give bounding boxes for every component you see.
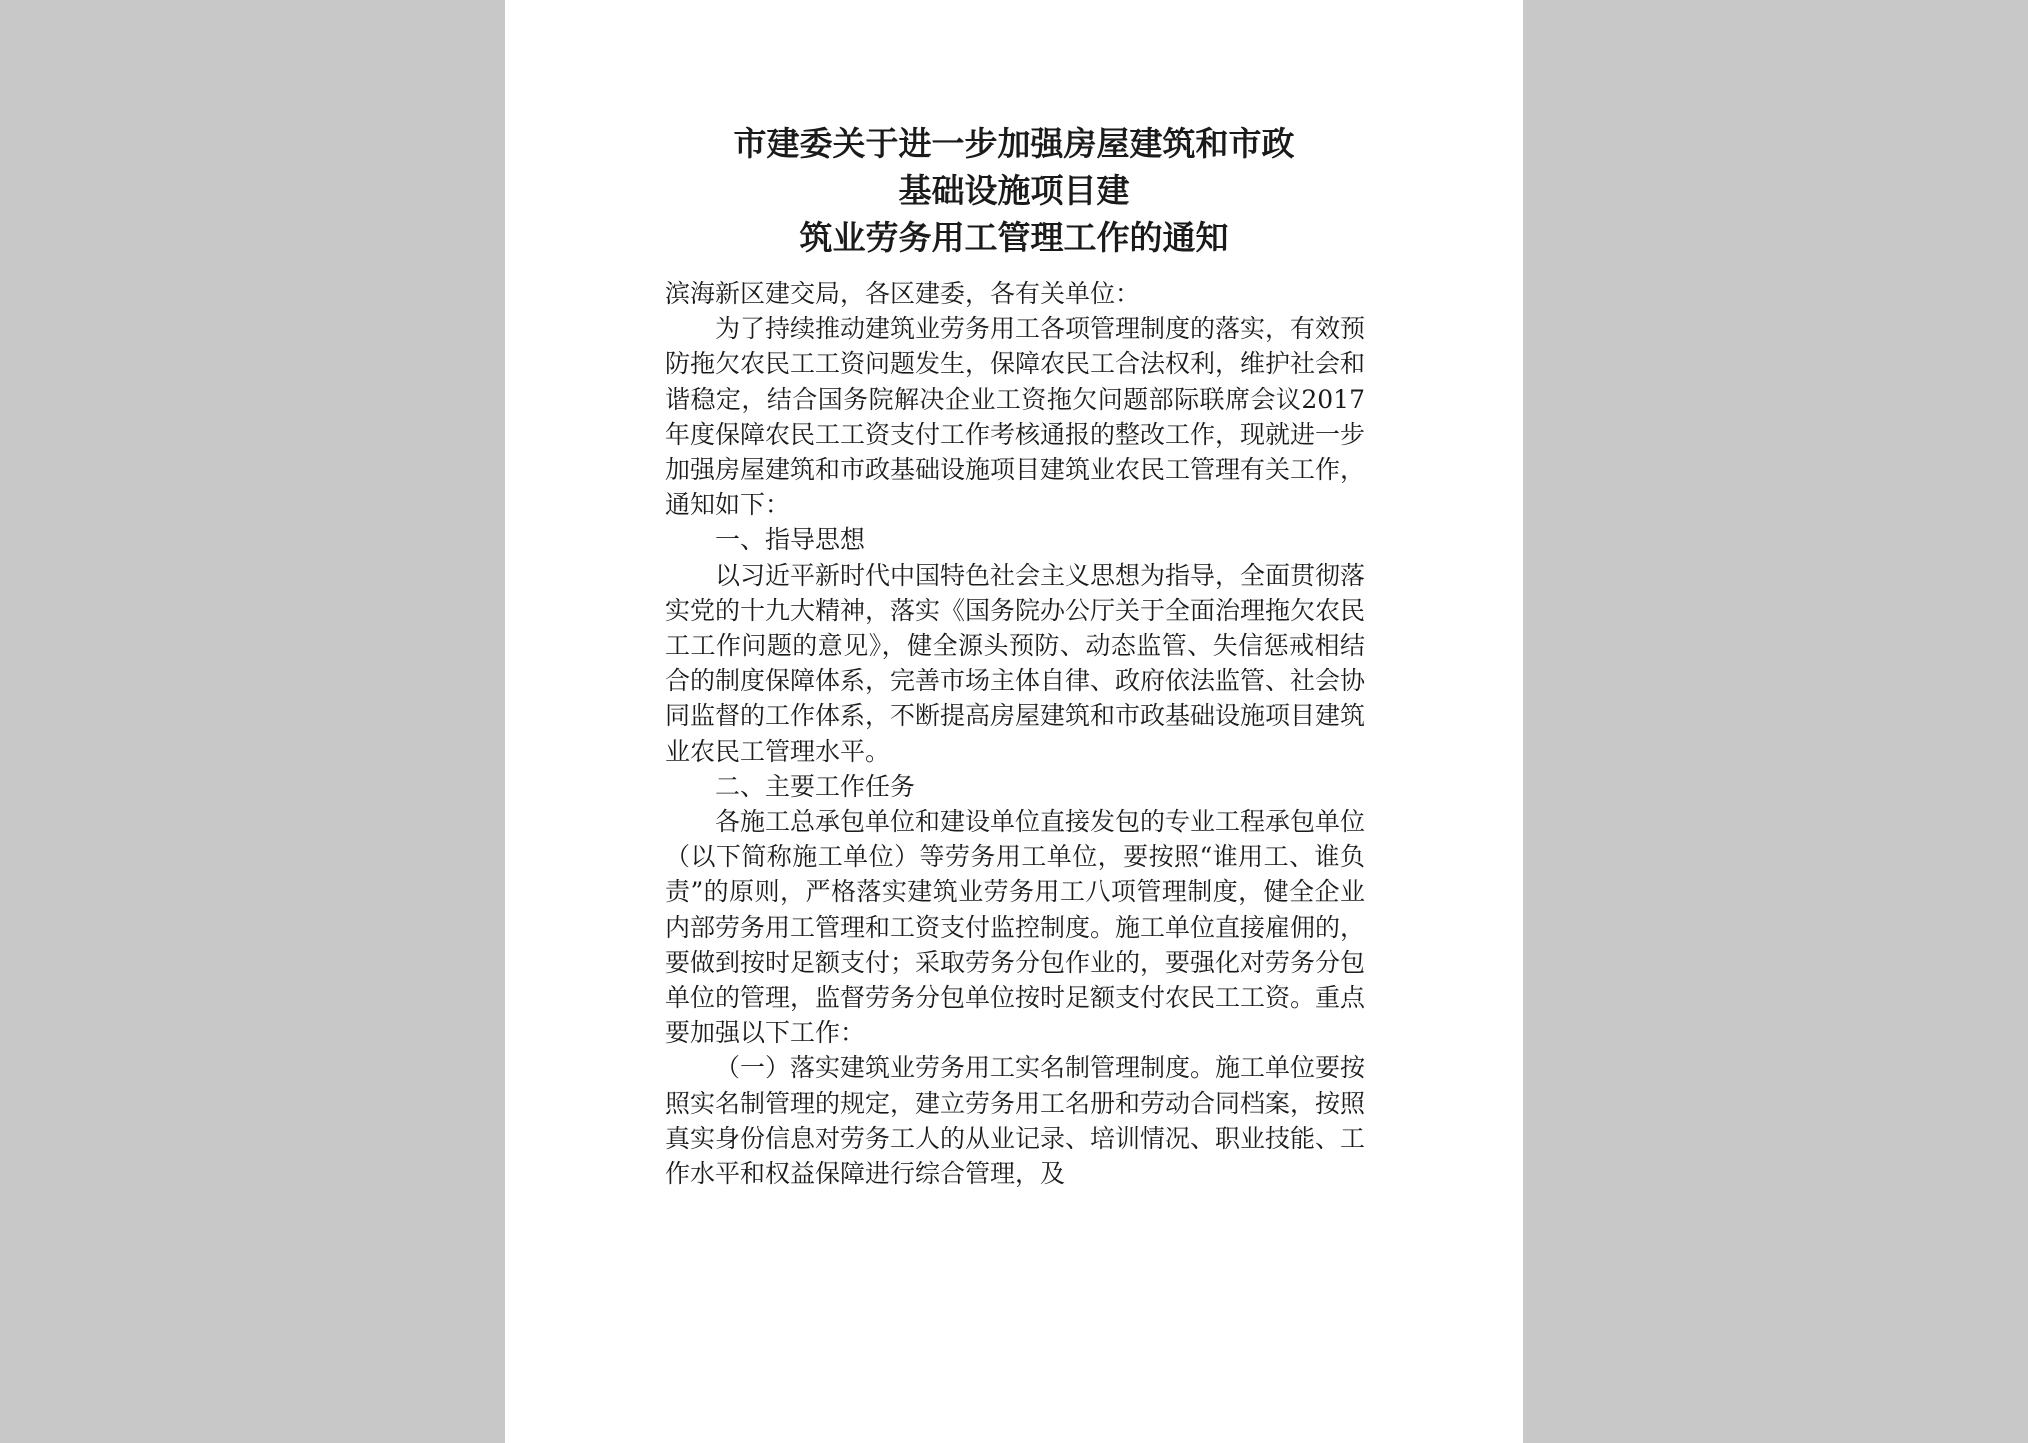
document-page [505,0,1523,1443]
section-2-heading: 二、主要工作任务 [715,771,916,801]
section-2-paragraph: 各施工总承包单位和建设单位直接发包的专业工程承包单位（以下简称施工单位）等劳务用工单位，要按照“谁用工、谁负责”的原则，严格落实建筑业劳务用工八项管理制度，健全企业内部劳务用工管理和工资支付监控制度。施工单位直接雇佣的，要做到按时足额支付；采取劳务分包作业的，要强化对劳务分包单位的管理，监督劳务分包单位按时足额支付农民工工资。重点要加强以下工作： [665,807,1366,1048]
section-1-heading: 一、指导思想 [715,525,866,555]
document-body [665,276,1365,1191]
item-1-paragraph: （一）落实建筑业劳务用工实名制管理制度。施工单位要按照实名制管理的规定，建立劳务用工名册和劳动合同档案，按照真实身份信息对劳务工人的从业记录、培训情况、职业技能、工作水平和权益保障进行综合管理，及 [665,1053,1366,1189]
title-line-2: 基础设施项目建 [898,171,1130,210]
title-line-3: 筑业劳务用工管理工作的通知 [799,218,1229,257]
title-line-1: 市建委关于进一步加强房屋建筑和市政 [733,124,1295,163]
section-1-paragraph: 以习近平新时代中国特色社会主义思想为指导，全面贯彻落实党的十九大精神，落实《国务院办公厅关于全面治理拖欠农民工工作问题的意见》，健全源头预防、动态监管、失信惩戒相结合的制度保障体系，完善市场主体自律、政府依法监管、社会协同监督的工作体系，不断提高房屋建筑和市政基础设施项目建筑业农民工管理水平。 [665,560,1366,766]
document-title [505,120,1523,261]
salutation: 滨海新区建交局，各区建委，各有关单位： [665,279,1141,308]
intro-paragraph: 为了持续推动建筑业劳务用工各项管理制度的落实，有效预防拖欠农民工工资问题发生，保障农民工合法权利，维护社会和谐稳定，结合国务院解决企业工资拖欠问题部际联席会议2017年度保障农民工工资支付工作考核通报的整改工作，现就进一步加强房屋建筑和市政基础设施项目建筑业农民工管理有关工作，通知如下： [665,314,1366,520]
